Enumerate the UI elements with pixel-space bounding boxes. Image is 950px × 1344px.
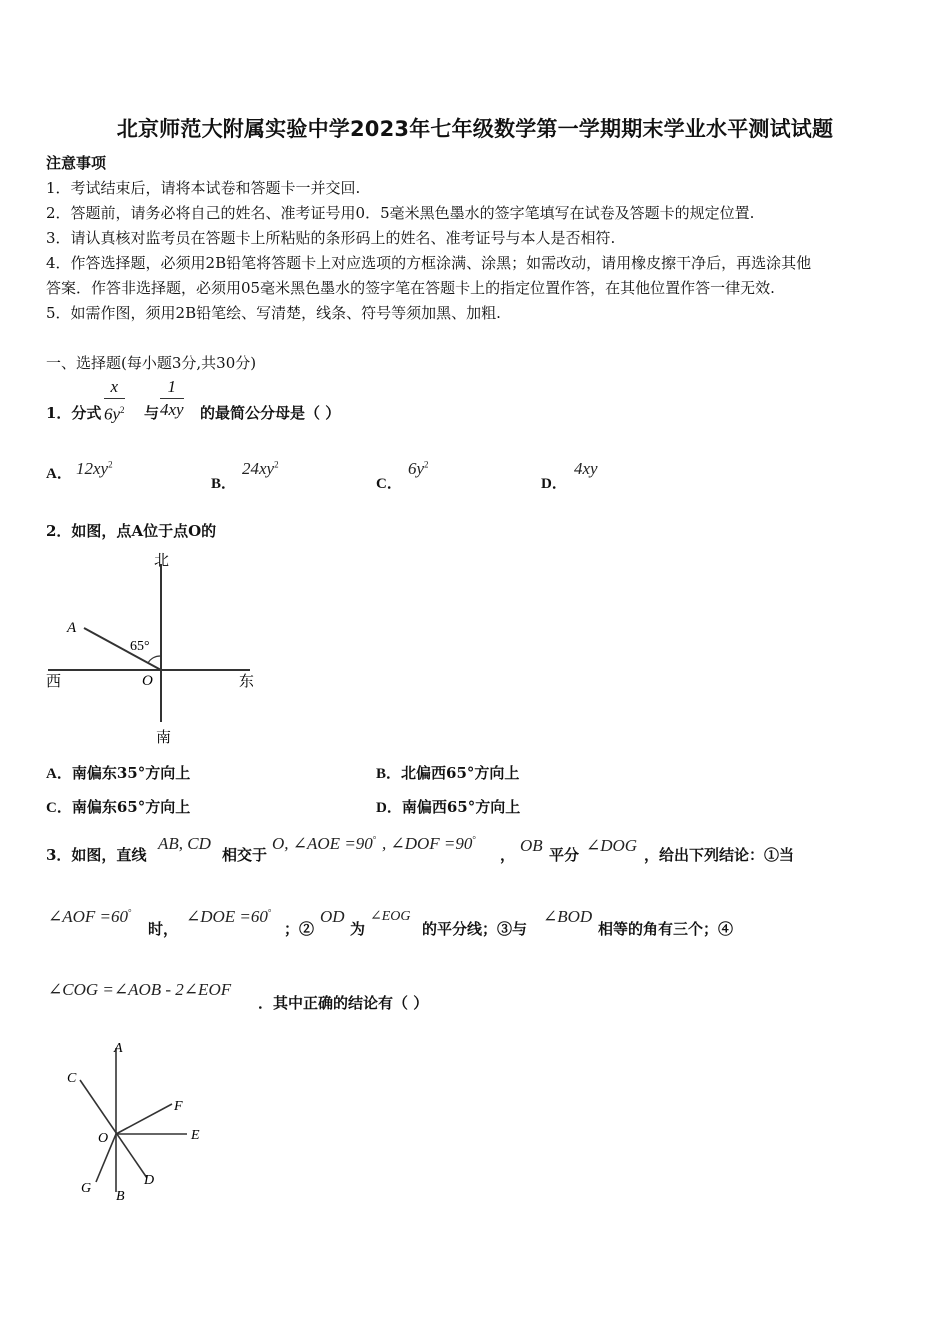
q3-line1-sep: ， [500,846,516,864]
q3-line2-bis: 的平分线；③与 [422,920,528,938]
label-north: 北 [154,553,170,569]
option-label: A． [46,466,72,482]
q1-option-b-value: $24xy^2$ [242,459,279,478]
q1-prefix: 1．分式 [46,404,102,422]
q1-frac2-numerator: 1 [160,376,184,399]
notice-item: 1．考试结束后，请将本试卷和答题卡一并交回. [46,179,361,197]
q3-line1-dog: ∠DOG [586,836,638,855]
q3-line1-angle-aoe: O, ∠AOE =90° [272,834,377,853]
q1-fraction-1 [104,376,125,426]
notice-item: 5．如需作图，须用2B铅笔绘、写清楚，线条、符号等须加黑、加粗. [46,304,501,322]
q3-line2-when: 时， [148,920,179,938]
label-angle: 65° [130,639,150,654]
q1-option-c-value: $6y^2$ [408,459,429,478]
q2-compass-figure [40,546,280,748]
q3-line1-ob: OB [520,836,543,855]
q1-frac1-numerator: x [104,376,125,399]
q2-option-a[interactable]: A．南偏东35°方向上 [46,764,191,782]
label-origin: O [142,673,153,689]
q3-line1-mid: 相交于 [222,846,268,864]
q3-line1-prefix: 3．如图，直线 [46,846,147,864]
q2-option-c[interactable]: C．南偏东65°方向上 [46,798,191,816]
q3-line2-aof: ∠AOF =60° [48,907,132,926]
option-label: C． [376,476,402,492]
ray-of [116,1104,172,1134]
q1-option-a[interactable] [46,462,72,483]
point-d-label: D [144,1173,155,1188]
page-title: 北京师范大附属实验中学2023年七年级数学第一学期期末学业水平测试试题 [116,117,834,141]
section-heading: 一、选择题(每小题3分,共30分) [46,354,257,372]
q2-stem: 2．如图，点A位于点O的 [46,522,217,540]
q3-line1-bisect: 平分 [549,846,580,864]
q2-option-d[interactable]: D．南偏西65°方向上 [376,798,521,816]
q3-line2-eq: 相等的角有三个；④ [598,920,734,938]
q1-suffix: 的最简公分母是（ ） [200,404,341,422]
q3-line2-doe: ∠DOE =60° [186,907,272,926]
q3-line1-suffix: ，给出下列结论：①当 [644,846,795,864]
option-label: B． [211,476,237,492]
point-b-label: B [116,1189,125,1204]
point-g-label: G [81,1181,92,1196]
q3-line1-ab-cd: AB, CD [158,834,211,853]
point-f-label: F [174,1099,183,1114]
q1-option-a-value: $12xy^2$ [76,459,113,478]
point-a-label: A [114,1041,123,1056]
q1-frac1-exponent: 2 [120,405,125,415]
q1-frac2-denominator: 4xy [160,400,184,419]
option-label: D． [541,476,567,492]
point-c-label: C [67,1071,77,1086]
q1-option-d-value: 4xy [574,459,598,478]
q3-line2-od: OD [320,907,345,926]
q3-lines-figure [60,1032,230,1212]
notice-item: 4．作答选择题，必须用2B铅笔将答题卡上对应选项的方框涂满、涂黑；如需改动，请用橡皮擦干净后，再选涂其他 [46,254,812,272]
label-south: 南 [156,730,172,746]
q3-line2-bod: ∠BOD [543,907,593,926]
label-west: 西 [46,674,62,690]
line-cd [80,1080,147,1178]
point-e-label: E [191,1128,200,1143]
q1-option-b[interactable] [211,472,236,493]
q3-line2-is: 为 [350,920,366,938]
q1-fraction-2 [160,376,184,421]
notice-item: 3．请认真核对监考员在答题卡上所粘贴的条形码上的姓名、准考证号与本人是否相符. [46,229,616,247]
notice-heading: 注意事项 [46,154,107,172]
q3-line1-angle-dof: , ∠DOF =90° [382,834,477,853]
angle-arc [148,656,161,663]
q3-line3-suffix: ．其中正确的结论有（ ） [258,994,429,1012]
q3-line2-eog: ∠EOG [370,909,411,924]
q1-option-c[interactable] [376,472,402,493]
q1-frac1-denominator: 6y [104,404,121,424]
q1-mid: 与 [144,404,160,422]
q1-option-d[interactable] [541,472,567,493]
q2-option-b[interactable]: B．北偏西65°方向上 [376,764,520,782]
q3-line2-c2: ；② [284,920,315,938]
notice-item: 答案．作答非选择题，必须用05毫米黑色墨水的签字笔在答题卡上的指定位置作答，在其他位置作答一律无效. [46,279,775,297]
q3-line3-expr: ∠COG =∠AOB - 2∠EOF [48,980,232,999]
notice-item: 2．答题前，请务必将自己的姓名、准考证号用0．5毫米黑色墨水的签字笔填写在试卷及答题卡的规定位置. [46,204,755,222]
label-point-a: A [67,620,77,636]
label-east: 东 [239,674,255,690]
point-o-label: O [98,1131,109,1146]
